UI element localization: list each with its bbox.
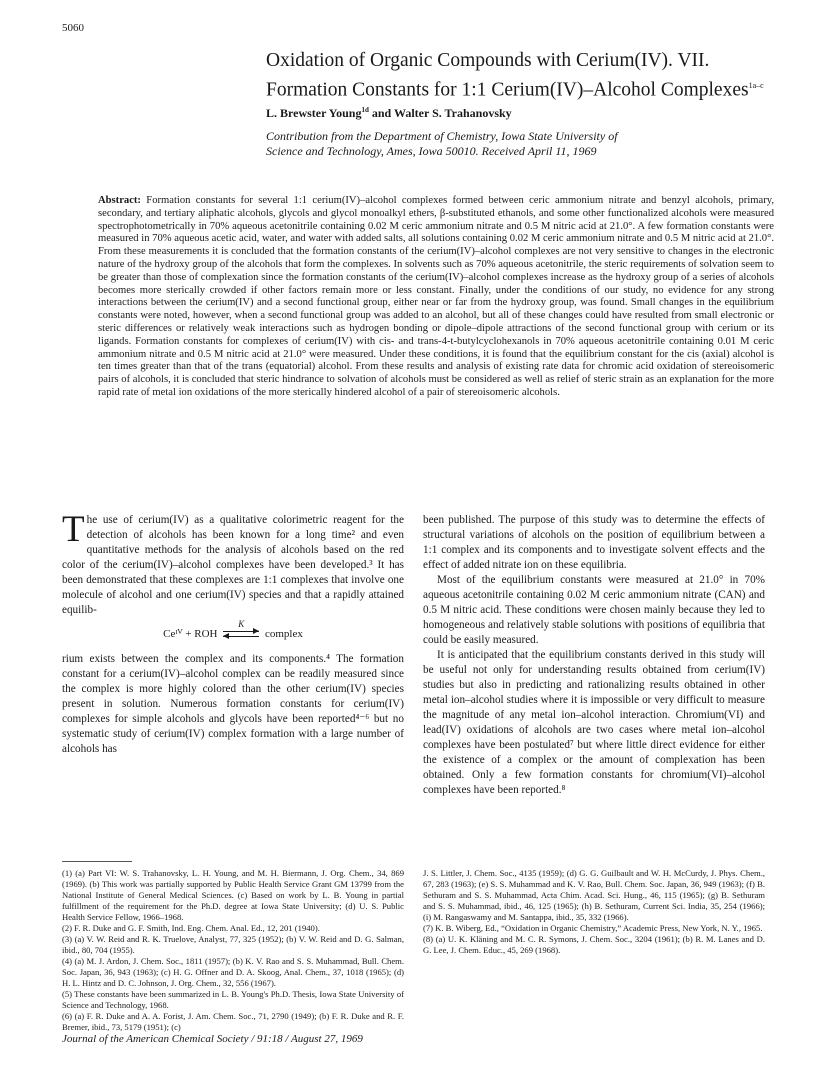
- footnotes-left: [62, 868, 404, 1033]
- title-line-2: [266, 73, 786, 103]
- abstract-label: Abstract:: [98, 195, 141, 206]
- footnote: (1) (a) Part VI: W. S. Trahanovsky, L. H. Young, and M. H. Biermann, J. Org. Chem., 34, 869 (1969). (b) This work was partially supported by Public Health Service Grant GM 13799 from the National Institute of General Medical Sciences. (c) Based on work by L. B. Young in partial fulfillment of the requirement for the Ph.D. degree at Iowa State University; (d) U. S. Public Health Service Fellow, 1966–1968.: [62, 868, 404, 922]
- footnote: (5) These constants have been summarized in L. B. Young's Ph.D. Thesis, Iowa State University of Science and Technology, 1968.: [62, 989, 404, 1010]
- footnote: J. S. Littler, J. Chem. Soc., 4135 (1959); (d) G. G. Guilbault and W. H. McCurdy, J. Phys. Chem., 67, 283 (1963); (e) S. S. Muhammad and K. V. Rao, Bull. Chem. Soc. Japan, 36, 949 (1963); (f) B. Sethuram and S. S. Muhammad, Acta Chim. Acad. Sci. Hung., 46, 115 (1965); (g) B. Sethuram and S. S. Muhammad, ibid., 46, 125 (1965); (h) B. Sethuram, Current Sci. India, 35, 254 (1966); (i) M. Rangaswamy and M. Santappa, ibid., 35, 332 (1966).: [423, 868, 765, 922]
- footnote: (4) (a) M. J. Ardon, J. Chem. Soc., 1811 (1957); (b) K. V. Rao and S. S. Muhammad, Bull. Chem. Soc. Japan, 36, 943 (1963); (c) H. G. Offner and D. A. Skoog, Anal. Chem., 37, 1018 (1965); (d) H. L. Hintz and D. C. Johnson, J. Org. Chem., 32, 556 (1967).: [62, 956, 404, 988]
- title-line-1: Oxidation of Organic Compounds with Cerium(IV). VII.: [266, 50, 710, 71]
- page-number: 5060: [62, 22, 84, 34]
- article-title: [266, 48, 786, 103]
- body-column-left: [62, 509, 404, 757]
- body-paragraph-5: It is anticipated that the equilibrium constants derived in this study will be useful not only for understanding results obtained from cerium(IV) studies but also in predicting and rationalizing results obtained in other metal ion–alcohol studies where it is impossible or very difficult to measure the magnitude of any metal ion–alcohol interaction. Chromium(VI) and lead(IV) oxidations of alcohols are two cases where metal ion–alcohol complexes have been postulated⁷ but where little direct evidence for either the existence of a complex or the amount of complexation has been obtained. Only a few formation constants for chromium(VI)–alcohol complexes have been reported.⁸: [423, 649, 765, 796]
- equilibrium-constant-label: K: [238, 619, 245, 630]
- body-paragraph-1: he use of cerium(IV) as a qualitative colorimetric reagent for the detection of alcohols has been known for a long time² and even quantitative methods for the analysis of alcohols based on the red color of the cerium(IV)–alcohol complexes have been developed.³ It has been demonstrated that these complexes are 1:1 complexes that involve one molecule of alcohol and one cerium(IV) species and that a rapidly attained equilib-: [62, 514, 404, 616]
- body-paragraph-3: been published. The purpose of this study was to determine the effects of structural variations of alcohols on the position of equilibrium between a 1:1 complex and its components and to investigate solvent effects and the effect of added nitrate ion on these equilibria.: [423, 514, 765, 571]
- equation-product: complex: [264, 628, 303, 640]
- affiliation-line-2: Science and Technology, Ames, Iowa 50010. Received April 11, 1969: [266, 144, 597, 158]
- equilibrium-equation: [62, 619, 404, 642]
- journal-footer: Journal of the American Chemical Society / 91:18 / August 27, 1969: [62, 1033, 363, 1045]
- author-2: and Walter S. Trahanovsky: [368, 106, 512, 120]
- footnote-divider: [62, 861, 132, 862]
- title-footnote-marker: 1a–c: [748, 81, 764, 90]
- author-1-footnote-marker: 1d: [361, 106, 369, 114]
- footnote: (7) K. B. Wiberg, Ed., “Oxidation in Organic Chemistry,” Academic Press, New York, N. Y., 1965.: [423, 923, 763, 933]
- affiliation-line-1: Contribution from the Department of Chemistry, Iowa State University of: [266, 129, 618, 143]
- footnote: (6) (a) F. R. Duke and A. A. Forist, J. Am. Chem. Soc., 71, 2790 (1949); (b) F. R. Duke and R. F. Bremer, ibid., 73, 5179 (1951); (c): [62, 1011, 404, 1032]
- footnote: (8) (a) U. K. Kläning and M. C. R. Symons, J. Chem. Soc., 3204 (1961); (b) R. M. Lanes and D. G. Lee, J. Chem. Educ., 45, 269 (1968).: [423, 934, 765, 955]
- title-line-2-text: Formation Constants for 1:1 Cerium(IV)–Alcohol Complexes: [266, 79, 749, 101]
- drop-cap: T: [62, 509, 85, 550]
- body-column-right: [423, 513, 765, 798]
- equilibrium-arrow-icon: [223, 619, 259, 639]
- authors: [266, 106, 512, 121]
- footnotes-right: [423, 868, 765, 956]
- equation-reactants: Ceᴵⱽ + ROH: [163, 628, 218, 640]
- footnote: (2) F. R. Duke and G. F. Smith, Ind. Eng. Chem. Anal. Ed., 12, 201 (1940).: [62, 923, 320, 933]
- body-paragraph-4: Most of the equilibrium constants were measured at 21.0° in 70% aqueous acetonitrile containing 0.02 M ceric ammonium nitrate (CAN) and 0.5 M nitric acid. These conditions were chosen mainly because they led to homogeneous and relatively stable solutions with positions of equilibria that could be easily measured.: [423, 574, 765, 646]
- abstract: [98, 195, 774, 400]
- abstract-text: Formation constants for several 1:1 cerium(IV)–alcohol complexes formed between ceric ammonium nitrate and benzyl alcohols, primary, secondary, and tertiary aliphatic alcohols, glycols and glycol monoalkyl ethers, β-substituted ethanols, and some other functionalized alcohols were measured spectrophotometrically in 70% aqueous acetonitrile containing 0.02 M ceric ammonium nitrate and 0.5 M nitric acid at 21.0°. A few formation constants were measured in 70% aqueous acetic acid, water, and water with added salts, all solutions containing 0.02 M ceric ammonium nitrate and 0.5 M nitric acid at 21.0°. From these measurements it is concluded that the formation constants of the cerium(IV)–alcohol complexes are not very sensitive to changes in the electronic nature of the hydroxy group of the alcohols that form the complexes. In solvents such as 70% aqueous acetonitrile, the steric requirements of solvation seem to be greater than those of complexation since the formation constants of the cerium(IV)–alcohol complexes increase as the hydroxy group of a series of alcohols becomes more sterically crowded if other factors remain more or less constant. Finally, under the conditions of our study, no evidence for any strong interactions between the cerium(IV) and a second functional group, either near or far from the hydroxy group, was found. Small changes in the equilibrium constants were noted, however, when a second functional group was added to an alcohol, but all of these changes could have resulted from small electronic or steric differences or relatively weak interactions such as hydrogen bonding or dipole–dipole attractions of the second functional group with cerium or its ligands. Formation constants for complexes of cerium(IV) with cis- and trans-4-t-butylcyclohexanols in 70% aqueous acetonitrile containing 0.01 M ceric ammonium nitrate and 0.5 M nitric acid at 21.0° were measured. Under these conditions, it is found that the equilibrium constant for the cis (axial) alcohol is ten times greater than that of the trans (equatorial) alcohol. From these results and analysis of existing rate data for chromic acid oxidation of stereoisomeric pairs of alcohols, it is concluded that steric hindrance to solvation of alcohols must be considered as well as relief of steric strain as an explanation for the more rapid rate of metal ion oxidations of the more sterically hindered alcohol of a pair of stereoisomeric alcohols.: [98, 195, 774, 398]
- affiliation: [266, 129, 786, 159]
- footnote: (3) (a) V. W. Reid and R. K. Truelove, Analyst, 77, 325 (1952); (b) V. W. Reid and D. G. Salman, ibid., 80, 704 (1955).: [62, 934, 404, 955]
- body-paragraph-2: rium exists between the complex and its components.⁴ The formation constant for a cerium(IV)–alcohol complex can be readily measured since the complex is more highly colored than the other cerium(IV) species present in solution. Numerous formation constants for cerium(IV) complexes for simple alcohols and glycols have been reported⁴⁻⁶ but no systematic study of cerium(IV) complex formation with a large number of alcohols has: [62, 653, 404, 755]
- author-1: L. Brewster Young: [266, 106, 362, 120]
